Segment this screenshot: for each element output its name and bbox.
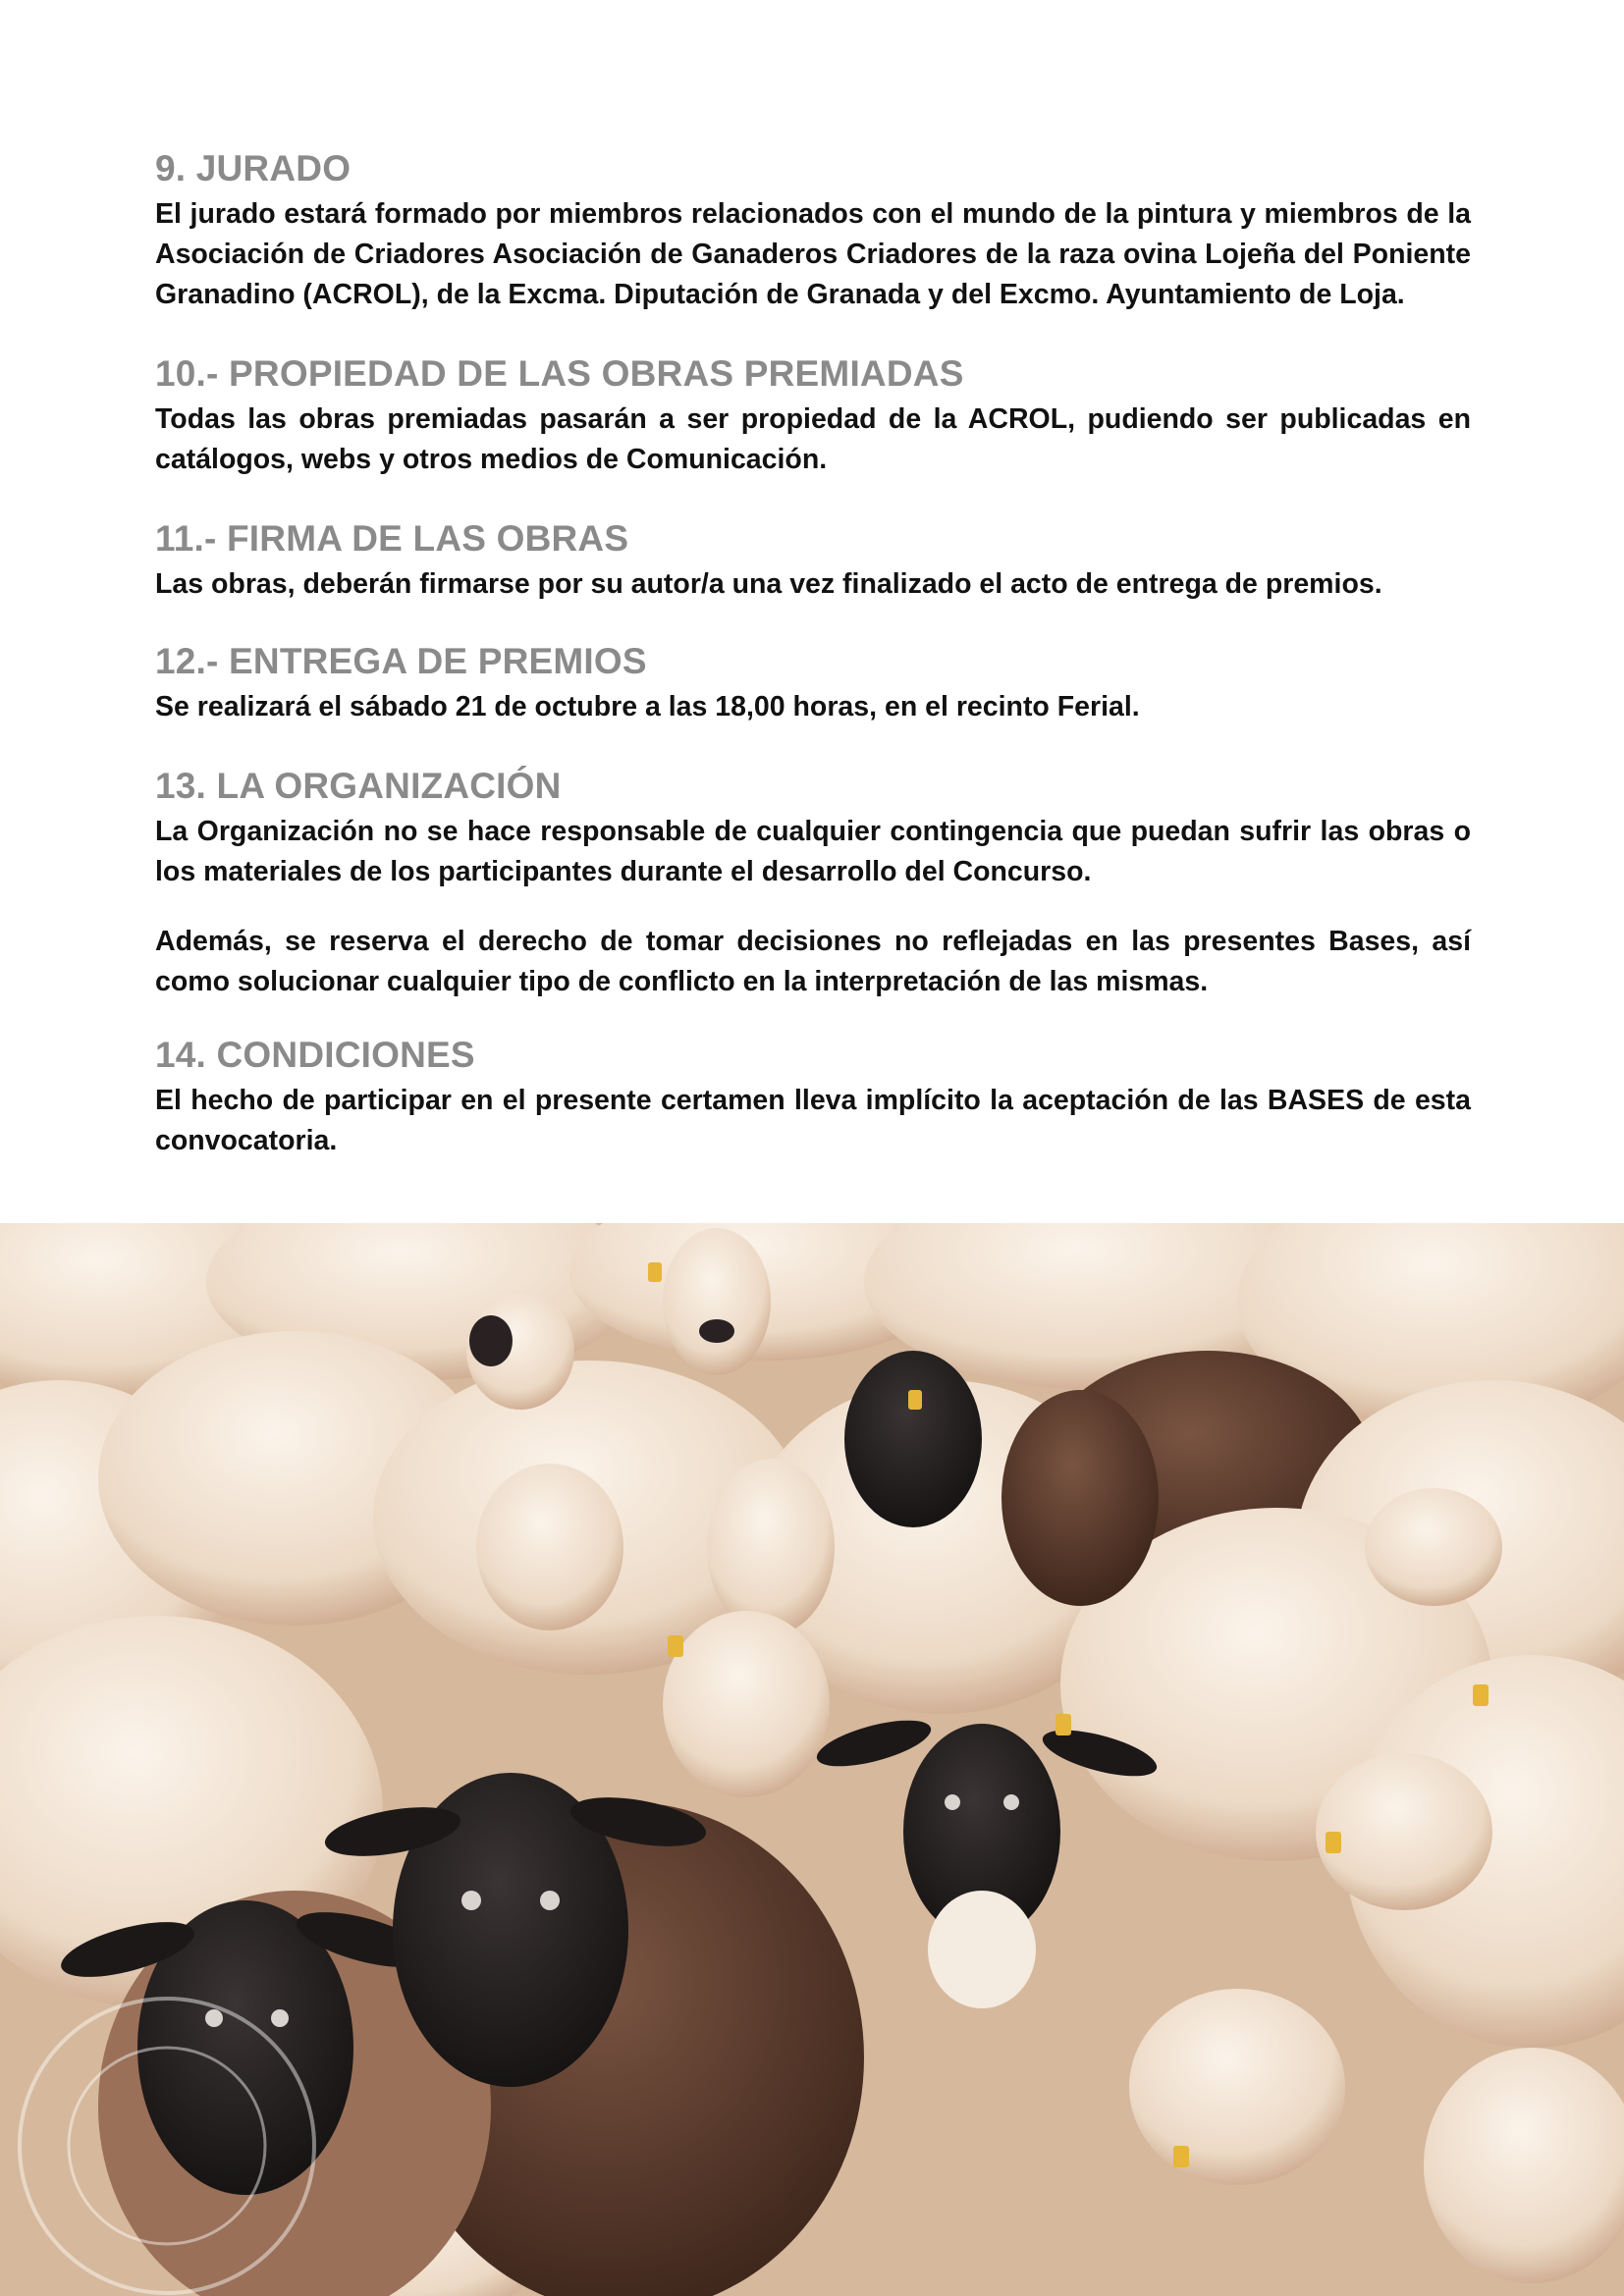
- section-paragraph: La Organización no se hace responsable de cualquier contingencia que puedan sufrir las obras o los materiales de los participantes durante el desarrollo del Concurso.: [155, 816, 1471, 887]
- sheep-flock-illustration: [0, 1223, 1624, 2296]
- section-condiciones: [155, 1034, 1471, 1161]
- sheep-flock-photo: [0, 1223, 1624, 2296]
- section-entrega: [155, 640, 1471, 727]
- section-heading: 9. JURADO: [155, 148, 352, 188]
- section-heading: 14. CONDICIONES: [155, 1035, 475, 1075]
- section-paragraph: Se realizará el sábado 21 de octubre a las 18,00 horas, en el recinto Ferial.: [155, 691, 1140, 722]
- section-paragraph: Todas las obras premiadas pasarán a ser propiedad de la ACROL, pudiendo ser publicadas en catálogos, webs y otros medios de Comunicación.: [155, 403, 1471, 475]
- section-organizacion: [155, 765, 1471, 1002]
- section-heading: 13. LA ORGANIZACIÓN: [155, 766, 562, 806]
- section-heading: 12.- ENTREGA DE PREMIOS: [155, 641, 647, 681]
- section-paragraph: El jurado estará formado por miembros relacionados con el mundo de la pintura y miembros de la Asociación de Criadores Asociación de Ganaderos Criadores de la raza ovina Lojeña del Poniente Granadino (ACROL), de la Excma. Diputación de Granada y del Excmo. Ayuntamiento de Loja.: [155, 198, 1471, 310]
- section-heading: 10.- PROPIEDAD DE LAS OBRAS PREMIADAS: [155, 353, 964, 394]
- section-paragraph: Las obras, deberán firmarse por su autor/a una vez finalizado el acto de entrega de premios.: [155, 568, 1382, 600]
- document-body: [155, 147, 1471, 1161]
- section-heading: 11.- FIRMA DE LAS OBRAS: [155, 518, 629, 559]
- section-paragraph: Además, se reserva el derecho de tomar decisiones no reflejadas en las presentes Bases, así como solucionar cualquier tipo de conflicto en la interpretación de las mismas.: [155, 926, 1471, 997]
- section-jurado: [155, 147, 1471, 315]
- section-propiedad: [155, 352, 1471, 480]
- section-firma: [155, 517, 1471, 605]
- section-paragraph: El hecho de participar en el presente certamen lleva implícito la aceptación de las BASES de esta convocatoria.: [155, 1085, 1471, 1156]
